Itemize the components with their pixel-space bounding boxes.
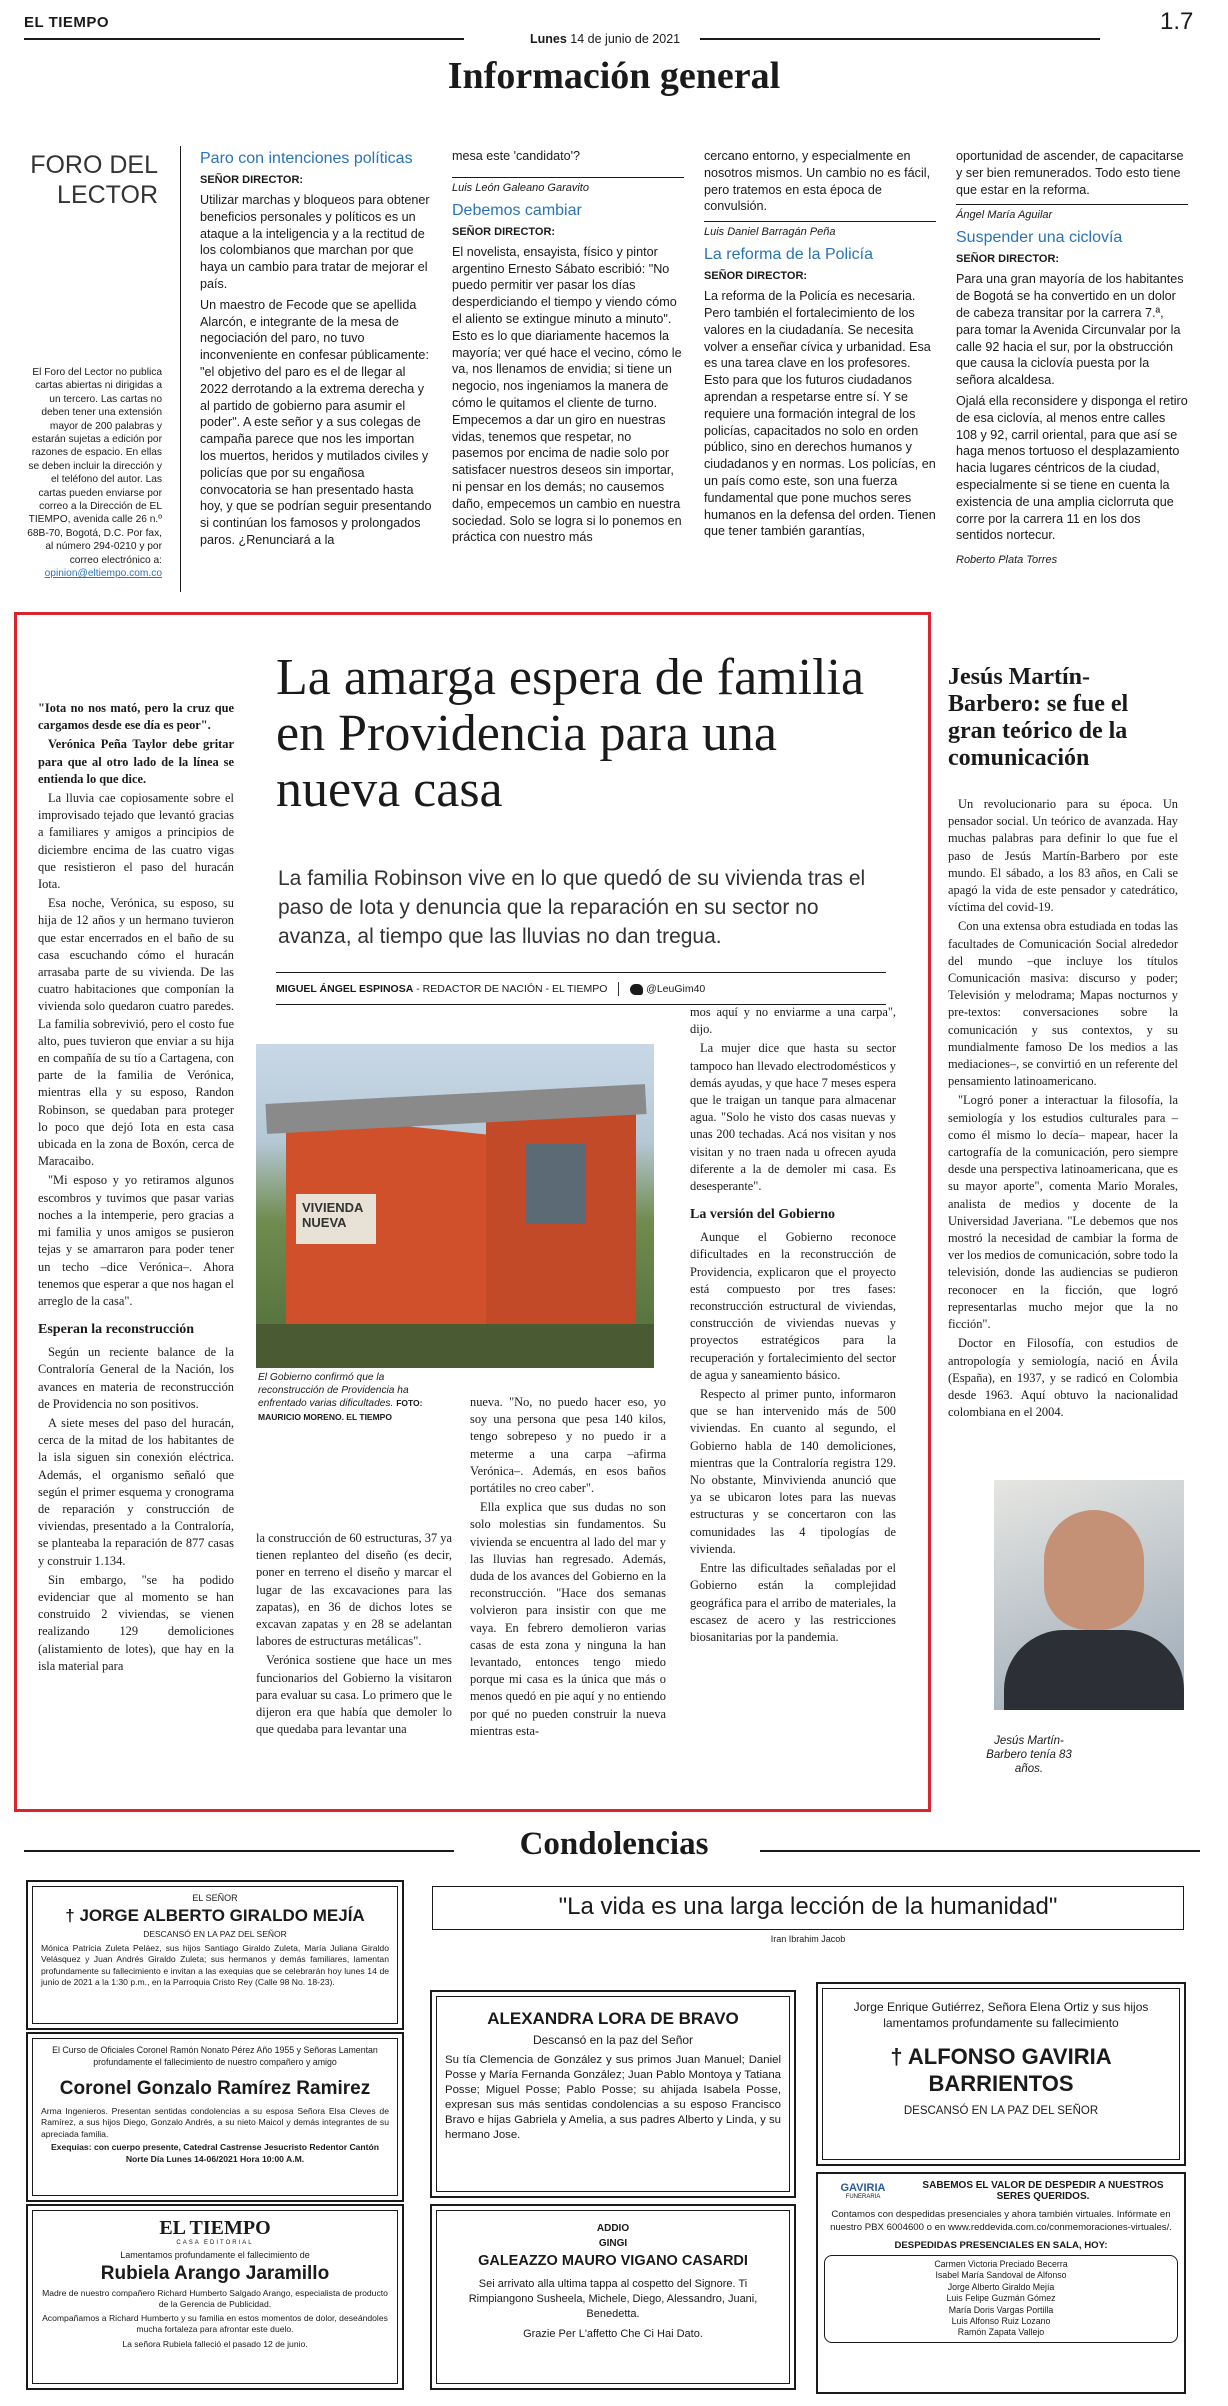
article-headline: La amarga espera de familia en Providencia para una nueva casa — [276, 649, 865, 818]
letter-paragraph: Utilizar marchas y bloqueos para obtener beneficios personales y políticos es un ataque a la inteligencia y a la rectitud de los colombianos que marchan por que haya un cambio para tratar de mejorar el país. — [200, 193, 430, 291]
portrait-caption: Jesús Martín-Barbero tenía 83 años. — [986, 1735, 1072, 1775]
letter-4 — [956, 148, 1188, 574]
article-paragraph: Verónica Peña Taylor debe gritar para que al otro lado de la línea se entienda lo que dice. — [38, 737, 234, 786]
foro-title: FORO DEL LECTOR — [30, 151, 158, 209]
letter-title: La reforma de la Policía — [704, 246, 873, 264]
article-col-4 — [690, 1004, 896, 1648]
list-item: Luis Alfonso Ruiz Lozano — [951, 2316, 1051, 2327]
article-paragraph: nueva. "No, no puedo hacer eso, yo soy una persona que pesa 140 kilos, tengo sobrepeso y no puedo ir a meterme a una carpa –afirma Verónica–. Además, en esos baños portátiles no creo caber". — [470, 1395, 666, 1496]
list-item: Carmen Victoria Preciado Becerra — [934, 2259, 1068, 2269]
article-paragraph: Entre las dificultades señaladas por el Gobierno están la complejidad geográfica para el arribo de materiales, la escasez de acero y las restricciones biosanitarias por la pandemia. — [690, 1561, 896, 1644]
letter-title: Paro con intenciones políticas — [200, 150, 413, 167]
box-text: La señora Rubiela falleció el pasado 12 de junio. — [122, 2338, 308, 2349]
article-paragraph: Aunque el Gobierno reconoce dificultades en la reconstrucción de Providencia, explicaron que el proyecto está compuesto por tres fases: reconstrucción estructural de viviendas, construcción de viviendas nuevas y proyectos estratégicos para la recuperación y fortalecimiento del sector de agua y saneamiento básico. — [690, 1230, 896, 1382]
box-name: † JORGE ALBERTO GIRALDO MEJÍA — [65, 1906, 365, 1925]
box-name: ALEXANDRA LORA DE BRAVO — [487, 2009, 739, 2028]
letter-salute: SEÑOR DIRECTOR: — [956, 253, 1060, 266]
list-item: Isabel María Sandoval de Alfonso — [935, 2270, 1067, 2281]
article-col-1 — [38, 700, 234, 1677]
letter-signature: Ángel María Aguilar — [956, 204, 1188, 221]
photo-caption: El Gobierno confirmó que la reconstrucción de Providencia ha enfrentado varias dificultades. FOTO: MAURICIO MORENO. EL TIEMPO — [258, 1372, 423, 1422]
article-byline: MIGUEL ÁNGEL ESPINOSA - REDACTOR DE NACIÓN - EL TIEMPO @LeuGim40 — [276, 982, 706, 995]
article-col-3 — [470, 1394, 666, 1742]
box-sub: Descansó en la paz del Señor — [532, 2033, 694, 2047]
condolence-box-gaviria — [816, 1982, 1186, 2166]
box-sub: DESCANSÓ EN LA PAZ DEL SEÑOR — [903, 2105, 1099, 2117]
article-paragraph: Verónica sostiene que hace un mes funcionarios del Gobierno la visitaron para evaluar su casa. Lo primero que le dijeron era que había que demoler lo que quedaba para levantar una — [256, 1653, 452, 1737]
box-label: GINGI — [598, 2238, 628, 2249]
box-name: GALEAZZO MAURO VIGANO CASARDI — [478, 2253, 748, 2269]
condolence-box-giraldo — [26, 1880, 404, 2030]
article-paragraph: "Mi esposo y yo retiramos algunos escombros y tuvimos que pasar varias noches a la intemperie, pero gracias a mi familia y unos amigos se pusieron tejas y se amarraron para poder tener un techo –dice Verónica–. Ahora tenemos que esperar a que nos hagan el arreglo de la casa". — [38, 1173, 234, 1308]
letter-signature: Roberto Plata Torres — [956, 554, 1058, 567]
box-text: Lamentamos profundamente el fallecimiento de — [120, 2250, 310, 2260]
box-text: Sei arrivato alla ultima tappa al cospetto del Signore. Ti Rimpiangono Susheela, Michele, Diego, Alessandro, Juani, Benedetta. — [468, 2278, 758, 2320]
box-text: Su tía Clemencia de González y sus primos Juan Manuel; Daniel Posse y María Fernanda González; Juan Pablo Montoya y Tatiana Posse; Miguel Posse; Pablo Posse; su ahijada Isabela Posse, expresan sus más sentidas condolencias a su esposo Francisco Bravo e hijas Gabriela y Amelia, a sus padres Alberto y Linda, y su hermano Jose. — [445, 2054, 781, 2141]
letter-paragraph: oportunidad de ascender, de capacitarse y ser bien remunerados. Todo esto tiene que estar en la reforma. — [956, 149, 1184, 197]
article-paragraph: Respecto al primer punto, informaron que se han intervenido más de 500 viviendas. En cuanto al segundo, el Gobierno habla de 140 demoliciones, mientras que la Contraloría registra 129. No obstante, Minvivienda anunció que ya se ubicaron lotes para las nuevas estructuras y se concertaron con las comunidades las 4 tipologías de vivienda. — [690, 1387, 896, 1556]
gaviria-logo: GAVIRIA FUNERARIA — [840, 2182, 886, 2200]
article-paragraph: Esa noche, Verónica, su esposo, su hija de 12 años y un hermano tuvieron que estar encerrados en el baño de su casa escuchando cómo el huracán arrasaba parte de su vivienda. De las cuatro habitaciones que componían la vivienda solo quedaron cuatro paredes. La familia sobrevivió, pero el costo fue alto, pues tuvieron que enviar a su hija en compañía de su tío a Cartagena, con parte de la familia de Verónica, mientras ella y su esposo, Randon Robinson, se quedaban para proteger lo poco que dejó Iota en esta casa ubicada en la zona de Boxón, cerca de Maracaibo. — [38, 896, 234, 1169]
box-text: Exequias: con cuerpo presente, Catedral Castrense Jesucristo Redentor Cantón Norte Día Lunes 14-06/2021 Hora 10:00 A.M. — [50, 2142, 380, 2164]
letter-paragraph: Ojalá ella reconsidere y disponga el retiro de esa ciclovía, al menos entre calles 108 y 92, carril oriental, para que así se haga menos tortuoso el desplazamiento hacia lugares céntricos de la ciudad, especialmente si se tiene en cuenta la existencia de una amplia ciclorruta que corre por la carrera 11 en los dos sentidos norteсur. — [956, 393, 1188, 543]
page-number: 1.7 — [1160, 8, 1194, 35]
letter-paragraph: cercano entorno, y especialmente en nosotros mismos. Un cambio no es fácil, pero tratemos en esta época de convulsión. — [704, 149, 931, 214]
box-label: ADDIO — [596, 2223, 630, 2234]
letter-3 — [704, 148, 936, 544]
sidebar-paragraph: Con una extensa obra estudiada en todas las facultades de Comunicación Social alrededor del mundo –que incluye los títulos Comunicación masiva: discurso y poder; Televisión y melodrama; Mapas nocturnos y pre-textos: conversaciones sobre la comunicación y sus contextos, y su mundialmente famoso De los medios a las mediaciones–, se convirtió en un referente del pensamiento latinoamericano. — [948, 919, 1178, 1089]
article-subhead: La versión del Gobierno — [690, 1207, 836, 1223]
letter-title: Debemos cambiar — [452, 201, 582, 219]
sidebar-paragraph: "Logró poner a interactuar la filosofía, la semiología y los estudios culturales para –como él mismo lo decía– mapear, hacer la cartografía de la comunicación, pero siempre desde una perspectiva latinoamericana, que es su mayor aporte", comenta Mario Morales, analista de medios y docente de la Universidad Javeriana. "Le debemos que nos mostró la necesidad de cambiar la forma de ver los medios de comunicación, sobre todo la televisión, donde las audiencias se pudieron reconocer en la ficción, que logró representarlas mucho mejor que la no ficción". — [948, 1093, 1178, 1332]
page-date: Lunes 14 de junio de 2021 — [530, 32, 681, 46]
sidebar-article — [948, 664, 1178, 1423]
letter-paragraph: El novelista, ensayista, físico y pintor argentino Ernesto Sábato escribió: "No puedo permitir ver pasar los días desperdiciando el tiempo y viendo cómo el aliento se extingue minuto a minuto". Esto es lo que diariamente hacemos la mayoría; ver qué hace el vecino, cómo le va, nos llenamos de envidia; si tiene un negocio, nos ingeniamos la manera de cómo le quitamos el cliente de turno. Empecemos a dar un giro en nuestras vidas, tenemos que respetar, no pasemos por encima de nadie solo por satisfacer nuestros deseos sin importar, ni pensar en los demás; no causemos daño, empecemos un cambio en nuestra sociedad. Solo se logra si lo ponemos en práctica con nuestro más — [452, 244, 682, 545]
article-paragraph: Ella explica que sus dudas no son solo molestias sin fundamentos. Su vivienda se encuentra al lado del mar y las lluvias han regresado. Además, duda de los avances del Gobierno en la reconstrucción. "Hace dos semanas volvieron para insistir con que me vaya. En febrero demolieron varias casas de esta zona y ninguna la han levantado, entonces tengo miedo porque mi casa es la única que más o menos quedó en pie aquí y no entiendo por qué no pueden construir la nueva mientras esta- — [470, 1500, 666, 1738]
article-paragraph: mos aquí y no enviarme a una carpa", dijo. — [690, 1005, 896, 1037]
article-deck: La familia Robinson vive en lo que quedó de su vivienda tras el paso de Iota y denuncia que la reparación en su sector no avanza, al tiempo que las lluvias no dan tregua. — [278, 867, 866, 948]
list-item: Luis Felipe Guzmán Gómez — [946, 2293, 1056, 2304]
article-paragraph: Según un reciente balance de la Contraloría General de la Nación, los avances en materia de reconstrucción de Providencia no son positivos. — [38, 1345, 234, 1411]
quote-box: "La vida es una larga lección de la humanidad" — [432, 1886, 1184, 1930]
box-text: Arma Ingenieros. Presentan sentidas condolencias a su esposa Señora Elsa Cleves de Ramírez, a sus hijos Diego, Gonzalo Andrés, a su nieto Maicol y demás integrantes de su apreciada familia. — [41, 2106, 389, 2139]
article-paragraph: La mujer dice que hasta su sector tampoco han llevado electrodomésticos y demás ayudas, y que hace 7 meses espera que le traigan un tanque para almacenar agua. "Solo he visto dos casas nuevas y unas 200 techadas. Acá nos visitan y nos visitan y no traen nada u ofrecen ayuda diferente a la de demoler mi casa. Es desesperante". — [690, 1041, 896, 1194]
article-subhead: Esperan la reconstrucción — [38, 1322, 195, 1338]
box-text: El Curso de Oficiales Coronel Ramón Nonato Pérez Año 1955 y Señoras Lamentan profundamente el fallecimiento de nuestro compañero y amigo — [52, 2045, 378, 2067]
box-sub: DESCANSÓ EN LA PAZ DEL SEÑOR — [143, 1929, 287, 1939]
section-title: Información general — [447, 55, 781, 97]
letter-title: Suspender una ciclovía — [956, 229, 1123, 247]
sidebar-headline: Jesús Martín-Barbero: se fue el gran teórico de la comunicación — [948, 664, 1129, 771]
box-name: † ALFONSO GAVIRIA BARRIENTOS — [890, 2044, 1112, 2096]
condolences-title: Condolencias — [519, 1826, 709, 1862]
portrait-photo — [994, 1480, 1184, 1710]
letter-paragraph: Para una gran mayoría de los habitantes de Bogotá se ha convertido en un dolor de cabeza transitar por la carrera 7.ª, para tomar la Avenida Circunvalar por la calle 92 hacia el sur, por la obstrucción que causa la ciclovía puesta por la señora alcaldesa. — [956, 272, 1184, 388]
ad-text: Contamos con despedidas presenciales y ahora también virtuales. Infórmate en nuestro PBX 6004600 o en www.reddevida.com.co/conmemoraciones-virtuales/. — [830, 2209, 1172, 2233]
list-item: Ramón Zapata Vallejo — [957, 2327, 1045, 2338]
letter-paragraph: mesa este 'candidato'? — [452, 149, 581, 163]
letter-paragraph: Un maestro de Fecode que se apellida Alarcón, e integrante de la mesa de negociación del paro, no tuvo inconveniente en confesar públicamente: "el objetivo del paro es el de llegar al 2022 derrotando a la extrema derecha y al partido de gobierno para asumir el poder". A este señor y a sus colegas de campaña parece que nos les importan los muertos, heridos y mutilados civiles y policías que por su engañosa convocatoria se han presentado hasta hoy, y que se podrían seguir presentando si continúan los famosos y prolongados paros. ¿Renunciará a la — [200, 297, 432, 547]
box-name: Rubiela Arango Jaramillo — [100, 2263, 330, 2284]
article-paragraph: Sin embargo, "se ha podido evidenciar que al momento se han construido 2 viviendas, se vienen realizando 129 demoliciones (alistamiento de lotes), que hay en la isla material para — [38, 1572, 234, 1673]
box-text: Jorge Enrique Gutiérrez, Señora Elena Ortiz y sus hijos lamentamos profundamente su fallecimiento — [853, 2000, 1149, 2030]
box-text: Mónica Patricia Zuleta Peláez, sus hijos Santiago Giraldo Zuleta, María Juliana Giraldo Velásquez y Juan Andrés Giraldo Zuleta; sus hermanos y demás familiares, lamentan profundamente su fallecimiento e invitan a las exequias que se celebrarán hoy lunes 14 de junio de 2021 a la 1:30 p.m., en la Parroquia Cristo Rey (Calle 98 No. 18-23). — [41, 1943, 389, 1988]
article-photo — [256, 1044, 654, 1368]
funeral-home-ad — [816, 2172, 1186, 2394]
box-label: CASA EDITORIAL — [176, 2240, 254, 2246]
condolence-box-vigano — [430, 2204, 796, 2390]
letter-salute: SEÑOR DIRECTOR: — [200, 174, 304, 186]
sidebar-paragraph: Doctor en Filosofía, con estudios de antropología y semiología, nació en Ávila (España), en 1937, y se radicó en Colombia desde 1963. Aquí obtuvo la nacionalidad colombiana en el 2004. — [948, 1336, 1178, 1420]
ad-headline: SABEMOS EL VALOR DE DESPEDIR A NUESTROS SERES QUERIDOS. — [922, 2180, 1164, 2202]
brand-logo: EL TIEMPO — [24, 14, 110, 31]
condolence-box-arango — [26, 2204, 404, 2390]
ad-list — [824, 2255, 1178, 2343]
letter-signature: Luis Daniel Barragán Peña — [704, 221, 936, 238]
article-paragraph: la construcción de 60 estructuras, 37 ya tienen replanteo del diseño (es decir, poner en terreno el diseño y marcar el lugar de las excavaciones para las zapatas), en 36 de dichos lotes se excavan zapatas y en 28 se adelantan labores de estructuras metálicas". — [256, 1531, 452, 1649]
letter-salute: SEÑOR DIRECTOR: — [704, 270, 808, 283]
photo-sign: VIVIENDA NUEVA — [296, 1194, 376, 1244]
condolence-box-ramirez — [26, 2032, 404, 2202]
ad-list-title: DESPEDIDAS PRESENCIALES EN SALA, HOY: — [894, 2240, 1108, 2251]
letter-salute: SEÑOR DIRECTOR: — [452, 225, 556, 238]
condolence-box-lora — [430, 1990, 796, 2198]
article-paragraph: La lluvia cae copiosamente sobre el improvisado tejado que levantó gracias a familiares y amigos a principios de diciembre encima de las cuatro vigas que resistieron el paso del huracán Iota. — [38, 791, 234, 892]
letter-1 — [200, 146, 432, 553]
foro-info: El Foro del Lector no publica cartas abiertas ni dirigidas a un tercero. Las cartas no deben tener una extensión mayor de 200 palabras y estarán sujetas a edición por razones de espacio. En ellas se deben incluir la dirección y el teléfono del autor. Las cartas pueden enviarse por correo a la Dirección de EL TIEMPO, avenida calle 26 n.º 68B-70, Bogotá, D.C. Por fax, al número 294-0210 y por correo electrónico a: opinion@eltiempo.com.co — [27, 367, 162, 580]
email-link[interactable]: opinion@eltiempo.com.co — [44, 568, 162, 580]
list-item: María Doris Vargas Portilla — [948, 2304, 1054, 2315]
letter-2 — [452, 148, 684, 550]
twitter-icon — [630, 984, 643, 995]
article-paragraph: A siete meses del paso del huracán, cerca de la mitad de los habitantes de la isla siguen sin conexión eléctrica. Además, el organismo señaló que según el primer esquema y cronograma de reparación y construcción de viviendas, presentado a la Contraloría, se planteaba la reparación de 877 casas y construir 1.134. — [38, 1415, 234, 1568]
eltiempo-logo: EL TIEMPO — [159, 2217, 271, 2239]
author-handle[interactable]: @LeuGim40 — [646, 982, 706, 995]
box-text: Acompañamos a Richard Humberto y su familia en estos momentos de dolor, deseándoles mucha fortaleza para afrontar este duelo. — [42, 2312, 388, 2335]
list-item: Jorge Alberto Giraldo Mejía — [947, 2281, 1055, 2292]
article-col-2 — [256, 1530, 452, 1740]
sidebar-paragraph: Un revolucionario para su época. Un pensador social. Un teórico de avanzada. Hay muchas palabras para definir lo que fue el paso de Jesús Martín-Barbero por este mundo. El sábado, a los 83 años, en Cali se apagó la vida de este pensador y catedrático, víctima del covid-19. — [948, 797, 1178, 915]
box-label: EL SEÑOR — [192, 1893, 238, 1903]
box-text: Grazie Per L'affetto Che Ci Hai Dato. — [523, 2328, 703, 2340]
article-paragraph: "Iota no nos mató, pero la cruz que cargamos desde ese día es peor". — [38, 701, 234, 733]
quote-author: Iran Ibrahim Jacob — [770, 1934, 846, 1944]
letter-paragraph: La reforma de la Policía es necesaria. Pero también el fortalecimiento de los valores en la ciudadanía. Se necesita volver a enseñar cívica y urbanidad. Esa es una tarea clave en los profesores. Esto para que los futuros ciudadanos aprendan a respetarse entre sí. Y se requiere una formación integral de los policías, capacitados no solo en orden público, sino en derechos humanos y ciudadanos y en normas. Los policías, en un país como este, son una fuerza fundamental que pone muchos seres humanos en la defensa del orden. Tienen que tener también garantías, — [704, 289, 936, 539]
letter-signature: Luis León Galeano Garavito — [452, 177, 684, 194]
box-name: Coronel Gonzalo Ramírez Ramirez — [59, 2078, 371, 2099]
box-text: Madre de nuestro compañero Richard Humberto Salgado Arango, especialista de producto de la Gerencia de Publicidad. — [42, 2288, 388, 2310]
